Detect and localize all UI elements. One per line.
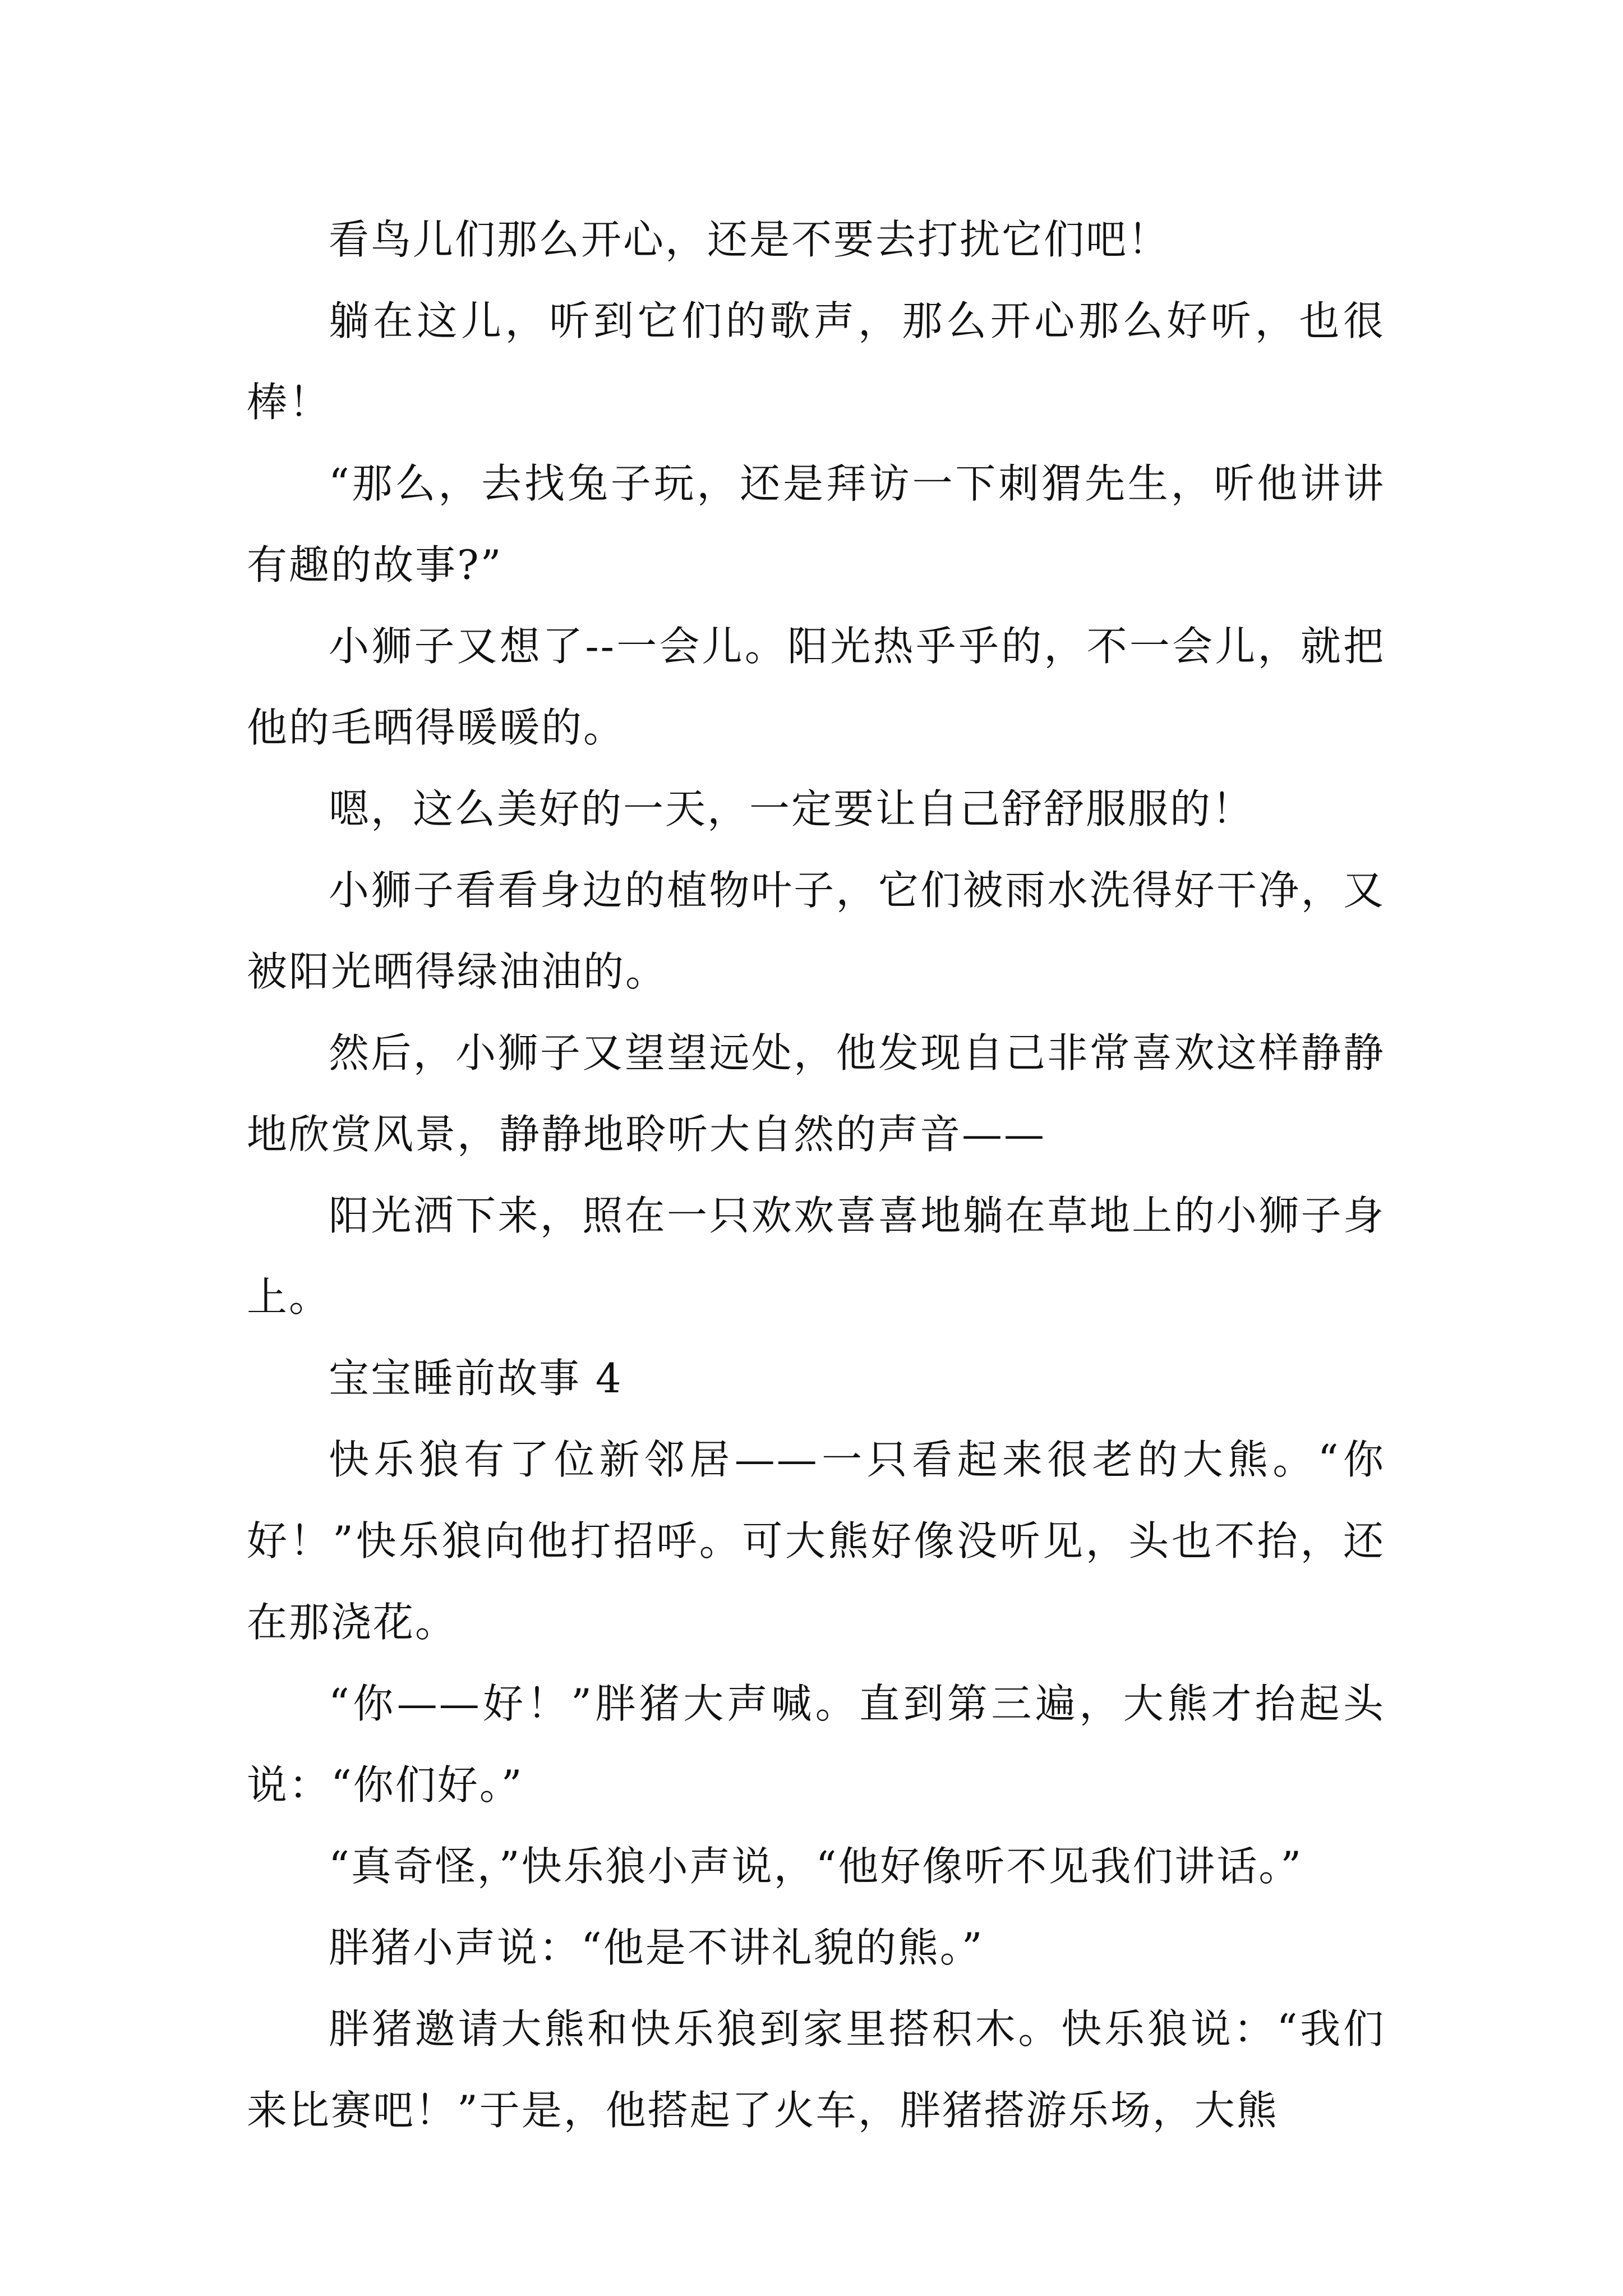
paragraph-5: 嗯，这么美好的一天，一定要让自己舒舒服服的！ (329, 785, 1255, 832)
paragraph-1: 看鸟儿们那么开心，还是不要去打扰它们吧！ (329, 216, 1170, 263)
paragraph-6: 小狮子看看身边的植物叶子，它们被雨水洗得好干净，又被阳光晒得绿油油的。 (247, 867, 1385, 995)
document-body (247, 199, 1385, 2151)
paragraph-3: “那么，去找兔子玩，还是拜访一下刺猬先生，听他讲讲有趣的故事?” (247, 460, 1385, 588)
paragraph-13: 胖猪邀请大熊和快乐狼到家里搭积木。快乐狼说：“我们来比赛吧！”于是，他搭起了火车，胖猪搭游乐场，大熊 (247, 2005, 1385, 2134)
paragraph-11: “真奇怪，”快乐狼小声说，“他好像听不见我们讲话。” (329, 1843, 1303, 1890)
paragraph-7: 然后，小狮子又望望远处，他发现自己非常喜欢这样静静地欣赏风景，静静地聆听大自然的声音—— (247, 1029, 1385, 1158)
section-heading: 宝宝睡前故事 4 (329, 1355, 623, 1402)
paragraph-10: “你——好！”胖猪大声喊。直到第三遍，大熊才抬起头说：“你们好。” (247, 1680, 1385, 1809)
paragraph-4: 小狮子又想了--一会儿。阳光热乎乎的，不一会儿，就把他的毛晒得暖暖的。 (247, 623, 1385, 751)
paragraph-8: 阳光洒下来，照在一只欢欢喜喜地躺在草地上的小狮子身上。 (247, 1192, 1385, 1320)
paragraph-2: 躺在这儿，听到它们的歌声，那么开心那么好听，也很棒！ (247, 297, 1385, 426)
paragraph-12: 胖猪小声说：“他是不讲礼貌的熊。” (329, 1924, 984, 1971)
paragraph-9: 快乐狼有了位新邻居——一只看起来很老的大熊。“你好！”快乐狼向他打招呼。可大熊好像没听见，头也不抬，还在那浇花。 (247, 1436, 1385, 1646)
